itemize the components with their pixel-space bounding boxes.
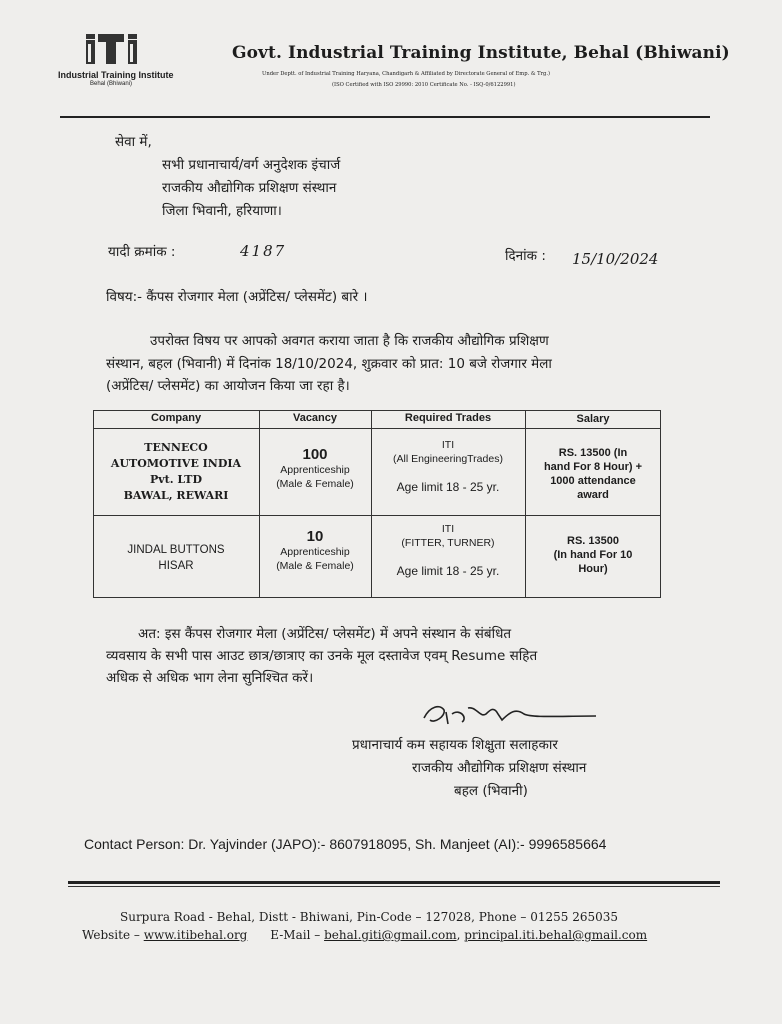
- date-value: 15/10/2024: [572, 250, 659, 268]
- row2-company: JINDAL BUTTONS HISAR: [127, 544, 225, 572]
- contact-person: Contact Person: Dr. Yajvinder (JAPO):- 8607918095, Sh. Manjeet (AI):- 9996585664: [84, 836, 607, 852]
- address-line-2: राजकीय औद्योगिक प्रशिक्षण संस्थान: [162, 180, 337, 196]
- institute-title: Govt. Industrial Training Institute, Behal (Bhiwani): [232, 43, 730, 63]
- footer-divider-thin: [68, 886, 720, 887]
- reference-number: 4187: [240, 242, 287, 260]
- affiliation-line-1: Under Deptt. of Industrial Training Haryana, Chandigarh & Affiliated by Directorate General of Emp. & Trg.): [262, 71, 551, 77]
- salutation: सेवा में,: [115, 134, 152, 150]
- row1-salary: RS. 13500 (In hand For 8 Hour) + 1000 attendance award: [543, 447, 643, 501]
- paragraph-2-line-1: अत: इस कैंपस रोजगार मेला (अप्रेंटिस/ प्लेसमेंट) में अपने संस्थान के संबंधित: [138, 626, 512, 642]
- date-label: दिनांक :: [505, 248, 546, 264]
- email-separator: ,: [456, 928, 461, 942]
- website-link[interactable]: www.itibehal.org: [143, 928, 248, 942]
- signatory-line-1: प्रधानाचार्य कम सहायक शिक्षुता सलाहकार: [352, 737, 558, 753]
- row2-salary: RS. 13500 (In hand For 10 Hour): [553, 535, 633, 575]
- footer-divider: [68, 881, 720, 884]
- header-company: Company: [150, 412, 202, 424]
- paragraph-2-line-3: अधिक से अधिक भाग लेना सुनिश्चित करें।: [106, 670, 314, 686]
- email-label: E-Mail –: [270, 928, 321, 942]
- signature: [420, 700, 600, 730]
- paragraph-2-line-2: व्यवसाय के सभी पास आउट छात्र/छात्राए का उनके मूल दस्तावेज एवम् Resume सहित: [106, 648, 538, 664]
- row1-company: TENNECO AUTOMOTIVE INDIA Pvt. LTD BAWAL, REWARI: [110, 441, 242, 502]
- reference-label: यादी क्रमांक :: [108, 244, 176, 260]
- paragraph-1-line-3: (अप्रेंटिस/ प्लेसमेंट) का आयोजन किया जा रहा है।: [106, 378, 350, 394]
- header-salary: Salary: [576, 413, 610, 425]
- job-fair-table: [93, 410, 661, 598]
- row1-vacancy: 100 Apprenticeship (Male & Female): [276, 446, 354, 490]
- website-label: Website –: [82, 928, 140, 942]
- signatory-line-2: राजकीय औद्योगिक प्रशिक्षण संस्थान: [412, 760, 587, 776]
- subject-line: विषय:- कैंपस रोजगार मेला (अप्रेंटिस/ प्लेसमेंट) बारे ।: [106, 289, 368, 305]
- address-line-1: सभी प्रधानाचार्य/वर्ग अनुदेशक इंचार्ज: [162, 157, 341, 173]
- header-divider: [60, 116, 710, 118]
- footer-address: Surpura Road - Behal, Distt - Bhiwani, Pin-Code – 127028, Phone – 01255 265035: [120, 910, 619, 924]
- logo-caption: Industrial Training Institute: [58, 70, 174, 80]
- row2-vacancy: 10 Apprenticeship (Male & Female): [276, 528, 354, 572]
- row2-trades: ITI (FITTER, TURNER) Age limit 18 - 25 yr.: [396, 523, 500, 578]
- affiliation-line-2: (ISO Certified with ISO 29990: 2010 Certificate No. - ISQ-0/6122991): [332, 82, 516, 88]
- header-required-trades: Required Trades: [404, 412, 492, 424]
- email-link-1[interactable]: behal.giti@gmail.com: [324, 928, 457, 942]
- footer-contact: [82, 928, 647, 942]
- address-line-3: जिला भिवानी, हरियाणा।: [162, 203, 282, 219]
- iti-logo: [80, 32, 160, 72]
- paragraph-1-line-1: उपरोक्त विषय पर आपको अवगत कराया जाता है कि राजकीय औद्योगिक प्रशिक्षण: [150, 333, 549, 349]
- email-link-2[interactable]: principal.iti.behal@gmail.com: [464, 928, 648, 942]
- header-vacancy: Vacancy: [292, 412, 338, 424]
- logo-subcaption: Behal (Bhiwani): [90, 81, 133, 87]
- row1-trades: ITI (All EngineeringTrades) Age limit 18 - 25 yr.: [393, 439, 503, 494]
- paragraph-1-line-2: संस्थान, बहल (भिवानी) में दिनांक 18/10/2024, शुक्रवार को प्रात: 10 बजे रोजगार मेला: [106, 356, 552, 372]
- signatory-line-3: बहल (भिवानी): [454, 783, 528, 799]
